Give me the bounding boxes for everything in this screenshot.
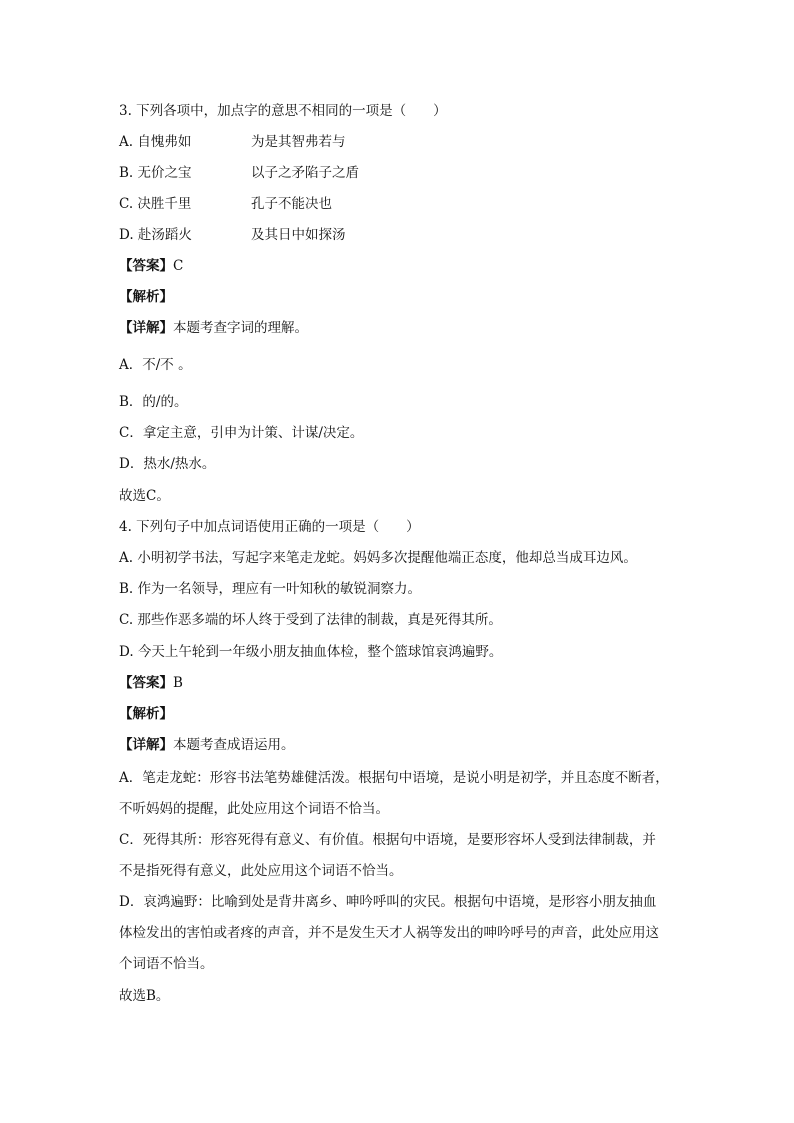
q4-answer	[119, 673, 183, 693]
q4-detail	[119, 735, 295, 755]
q4-analysis-tag: 【解析】	[119, 706, 173, 722]
q3-detail	[119, 318, 308, 338]
q4-explanation-line-6: 体检发出的害怕或者疼的声音，并不是发生天才人祸等发出的呻吟呼号的声音，此处应用这	[119, 925, 659, 941]
q3-analysis-tag: 【解析】	[119, 289, 173, 305]
q4-explanation-line-2: 不听妈妈的提醒，此处应用这个词语不恰当。	[119, 801, 389, 817]
q3-explanation-b: B．的/的。	[119, 394, 188, 410]
q4-explanation-line-7: 个词语不恰当。	[119, 956, 214, 972]
q3-explanation-d: D．热水/热水。	[119, 456, 216, 472]
q3-stem: 3. 下列各项中，加点字的意思不相同的一项是（ ）	[119, 103, 447, 119]
q3-option-a-right: 为是其智弗若与	[251, 134, 346, 150]
q4-answer-value: B	[173, 675, 183, 691]
q3-analysis-label	[119, 287, 173, 307]
q4-explanation-line-3: C．死得其所：形容死得有意义、有价值。根据句中语境，是要形容坏人受到法律制裁，并	[119, 832, 656, 848]
q3-explanation-c: C．拿定主意，引申为计策、计谋/决定。	[119, 425, 364, 441]
q3-detail-label: 【详解】	[119, 320, 173, 336]
q4-detail-label: 【详解】	[119, 737, 173, 753]
q3-answer	[119, 256, 183, 276]
q4-conclusion: 故选B。	[119, 988, 170, 1004]
q4-answer-label: 【答案】	[119, 675, 173, 691]
q3-answer-value: C	[173, 258, 184, 274]
q3-option-b-right: 以子之矛陷子之盾	[251, 165, 359, 181]
q3-option-c-right: 孔子不能决也	[251, 196, 332, 212]
q3-conclusion: 故选C。	[119, 488, 170, 504]
q4-explanation-line-5: D．哀鸿遍野：比喻到处是背井离乡、呻吟呼叫的灾民。根据句中语境，是形容小朋友抽血	[119, 894, 657, 910]
q3-option-c-left: C. 决胜千里	[119, 196, 192, 212]
q4-analysis-label	[119, 704, 173, 724]
q4-explanation-line-1: A．笔走龙蛇：形容书法笔势雄健活泼。根据句中语境，是说小明是初学，并且态度不断者，	[119, 770, 669, 786]
q4-option-b: B. 作为一名领导，理应有一叶知秋的敏锐洞察力。	[119, 581, 422, 597]
q3-option-b-left: B. 无价之宝	[119, 165, 192, 181]
q4-option-c: C. 那些作恶多端的坏人终于受到了法律的制裁，真是死得其所。	[119, 612, 502, 628]
q3-explanation-a: A．不/不 。	[119, 357, 192, 373]
q4-detail-text: 本题考查成语运用。	[173, 737, 295, 753]
q3-option-a-left: A. 自愧弗如	[119, 134, 192, 150]
q4-option-d: D. 今天上午轮到一年级小朋友抽血体检，整个篮球馆哀鸿遍野。	[119, 644, 503, 660]
q3-option-d-right: 及其日中如探汤	[251, 227, 346, 243]
q4-option-a: A. 小明初学书法，写起字来笔走龙蛇。妈妈多次提醒他端正态度，他却总当成耳边风。	[119, 550, 637, 566]
q3-option-d-left: D. 赴汤蹈火	[119, 227, 192, 243]
q3-answer-label: 【答案】	[119, 258, 173, 274]
q3-detail-text: 本题考查字词的理解。	[173, 320, 308, 336]
q4-explanation-line-4: 不是指死得有意义，此处应用这个词语不恰当。	[119, 863, 403, 879]
q4-stem: 4. 下列句子中加点词语使用正确的一项是（ ）	[119, 519, 420, 535]
